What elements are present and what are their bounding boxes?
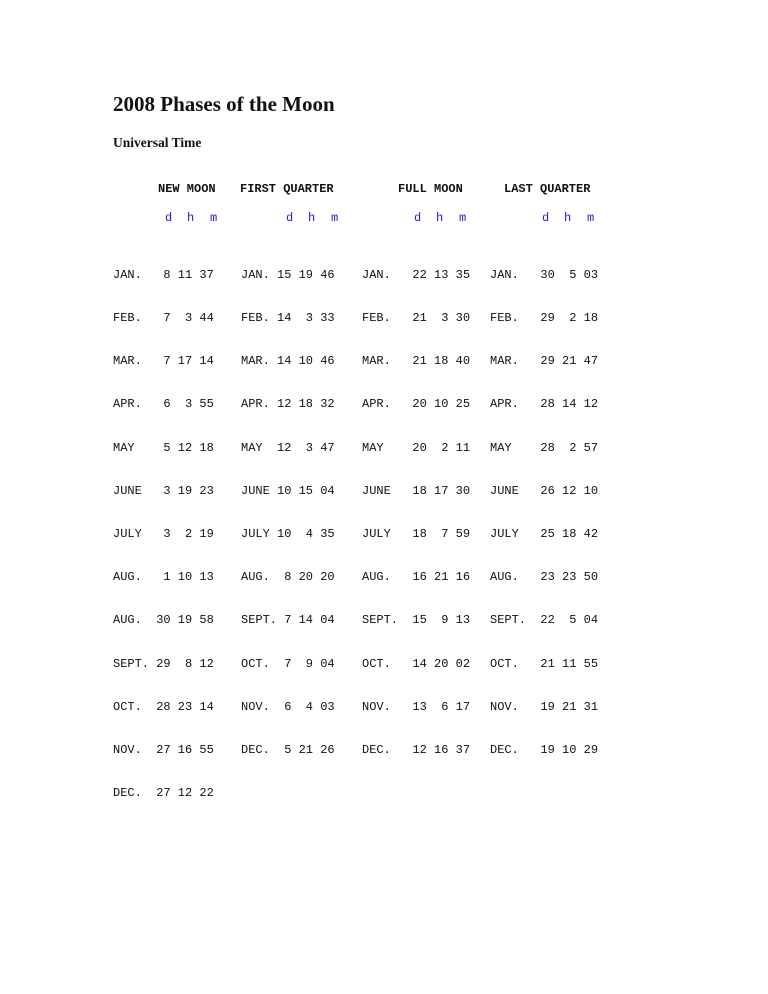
table-row: AUG. 16 21 16 [362,570,471,585]
table-row: SEPT. 22 5 04 [490,613,599,628]
last-quarter-table [490,239,598,786]
new-moon-table [113,239,214,829]
table-row: OCT. 21 11 55 [490,656,599,671]
full-moon-minute-unit: m [459,211,467,225]
table-row: MAR. 14 10 46 [241,354,335,369]
table-row: MAR. 29 21 47 [490,354,599,369]
table-row: AUG. 8 20 20 [241,570,335,585]
last-quarter-header: LAST QUARTER [504,182,591,196]
full-moon-day-unit: d [414,211,422,225]
new-moon-header: NEW MOON [158,182,216,196]
table-row: MAR. 7 17 14 [113,354,214,369]
table-row: FEB. 14 3 33 [241,311,335,326]
table-row: FEB. 21 3 30 [362,311,471,326]
last-quarter-day-unit: d [542,211,550,225]
table-row: APR. 6 3 55 [113,397,214,412]
table-row: FEB. 7 3 44 [113,311,214,326]
table-row: FEB. 29 2 18 [490,311,599,326]
table-row: JAN. 30 5 03 [490,267,599,282]
table-row: APR. 28 14 12 [490,397,599,412]
table-row: DEC. 19 10 29 [490,743,599,758]
table-row: DEC. 5 21 26 [241,743,335,758]
table-row: JUNE 10 15 04 [241,483,335,498]
full-moon-hour-unit: h [436,211,444,225]
table-row: JUNE 3 19 23 [113,483,214,498]
table-row: NOV. 19 21 31 [490,699,599,714]
new-moon-hour-unit: h [187,211,195,225]
table-row: SEPT. 15 9 13 [362,613,471,628]
table-row: JUNE 18 17 30 [362,483,471,498]
table-row: JULY 3 2 19 [113,527,214,542]
table-row: MAR. 21 18 40 [362,354,471,369]
table-row: JULY 25 18 42 [490,527,599,542]
first-quarter-minute-unit: m [331,211,339,225]
table-row: OCT. 14 20 02 [362,656,471,671]
table-row: MAY 5 12 18 [113,440,214,455]
table-row: AUG. 1 10 13 [113,570,214,585]
table-row: NOV. 13 6 17 [362,699,471,714]
first-quarter-hour-unit: h [308,211,316,225]
first-quarter-header: FIRST QUARTER [240,182,334,196]
table-row: SEPT. 7 14 04 [241,613,335,628]
table-row: JUNE 26 12 10 [490,483,599,498]
full-moon-header: FULL MOON [398,182,463,196]
table-row: MAY 28 2 57 [490,440,599,455]
table-row: JULY 18 7 59 [362,527,471,542]
last-quarter-hour-unit: h [564,211,572,225]
table-row: MAY 20 2 11 [362,440,471,455]
table-row: JAN. 22 13 35 [362,267,471,282]
table-row: OCT. 28 23 14 [113,699,214,714]
new-moon-day-unit: d [165,211,173,225]
table-row: DEC. 12 16 37 [362,743,471,758]
table-row: JAN. 8 11 37 [113,267,214,282]
table-row: APR. 12 18 32 [241,397,335,412]
table-row: NOV. 6 4 03 [241,699,335,714]
full-moon-table [362,239,470,786]
table-row: JULY 10 4 35 [241,527,335,542]
table-row: AUG. 23 23 50 [490,570,599,585]
new-moon-minute-unit: m [210,211,218,225]
first-quarter-day-unit: d [286,211,294,225]
table-row: NOV. 27 16 55 [113,743,214,758]
table-row: MAY 12 3 47 [241,440,335,455]
table-row: DEC. 27 12 22 [113,786,214,801]
table-row: AUG. 30 19 58 [113,613,214,628]
table-row: APR. 20 10 25 [362,397,471,412]
last-quarter-minute-unit: m [587,211,595,225]
page-subtitle: Universal Time [113,135,202,150]
table-row: SEPT. 29 8 12 [113,656,214,671]
page-title: 2008 Phases of the Moon [113,92,335,116]
table-row: OCT. 7 9 04 [241,656,335,671]
first-quarter-table [241,239,335,786]
table-row: JAN. 15 19 46 [241,267,335,282]
